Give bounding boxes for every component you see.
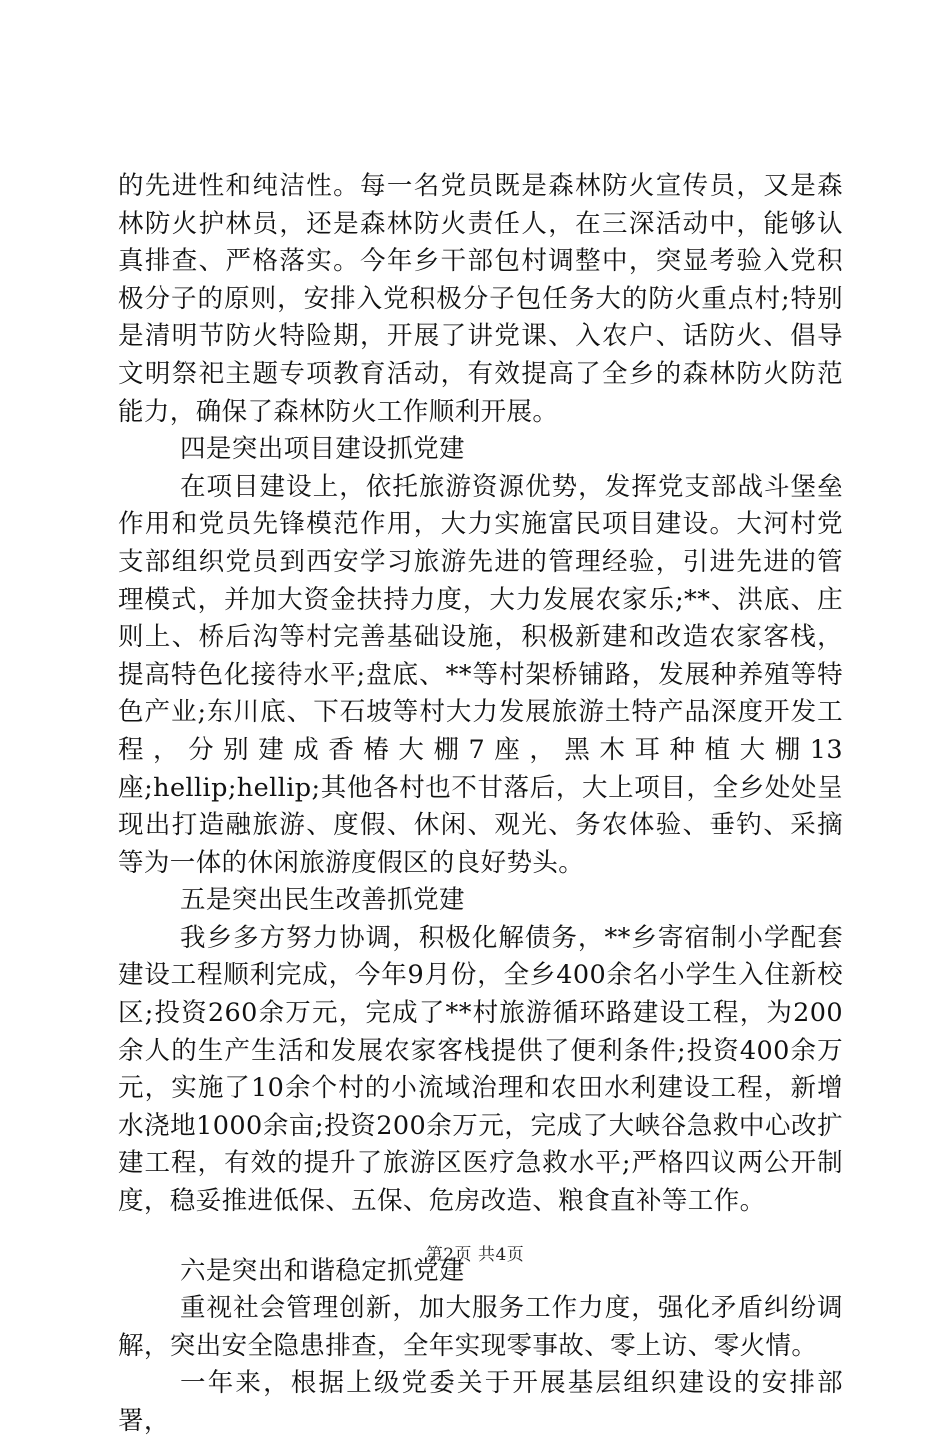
section-heading-harmony-stability: 六是突出和谐稳定抓党建 xyxy=(180,1255,465,1286)
section-heading-project-construction: 四是突出项目建设抓党建 xyxy=(180,434,465,465)
paragraph-continuation: 的先进性和纯洁性。每一名党员既是森林防火宣传员，又是森林防火护林员，还是森林防火责任人，在三深活动中，能够认真排查、严格落实。今年乡干部包村调整中，突显考验入党积极分子的原则，安排入党积极分子包任务大的防火重点村;特别是清明节防火特险期，开展了讲党课、入农户、话防火、倡导文明祭祀主题专项教育活动，有效提高了全乡的森林防火防范能力，确保了森林防火工作顺利开展。 xyxy=(118,171,843,427)
page-number-footer: 第2页 共4页 xyxy=(425,1245,525,1265)
section-heading-livelihood: 五是突出民生改善抓党建 xyxy=(180,885,465,916)
paragraph-livelihood: 我乡多方努力协调，积极化解债务，**乡寄宿制小学配套建设工程顺利完成，今年9月份，全乡400余名小学生入住新校区;投资260余万元，完成了**村旅游循环路建设工程，为200余人的生产生活和发展农家客栈提供了便利条件;投资400余万元，实施了10余个村的小流域治理和农田水利建设工程，新增水浇地1000余亩;投资200余万元，完成了大峡谷急救中心改扩建工程，有效的提升了旅游区医疗急救水平;严格四议两公开制度，稳妥推进低保、五保、危房改造、粮食直补等工作。 xyxy=(118,922,843,1217)
paragraph-harmony-stability: 重视社会管理创新，加大服务工作力度，强化矛盾纠纷调解，突出安全隐患排查，全年实现零事故、零上访、零火情。 xyxy=(118,1293,843,1361)
paragraph-project-construction: 在项目建设上，依托旅游资源优势，发挥党支部战斗堡垒作用和党员先锋模范作用，大力实施富民项目建设。大河村党支部组织党员到西安学习旅游先进的管理经验，引进先进的管理模式，并加大资金扶持力度，大力发展农家乐;**、洪底、庄则上、桥后沟等村完善基础设施，积极新建和改造农家客栈，提高特色化接待水平;盘底、**等村架桥铺路，发展种养殖等特色产业;东川底、下石坡等村大力发展旅游土特产品深度开发工程，分别建成香椿大棚7座，黑木耳种植大棚13座;hellip;hellip;其他各村也不甘落后，大上项目，全乡处处呈现出打造融旅游、度假、休闲、观光、务农体验、垂钓、采摘等为一体的休闲旅游度假区的良好势头。 xyxy=(118,471,843,878)
paragraph-summary-start: 一年来，根据上级党委关于开展基层组织建设的安排部署， xyxy=(118,1368,843,1436)
